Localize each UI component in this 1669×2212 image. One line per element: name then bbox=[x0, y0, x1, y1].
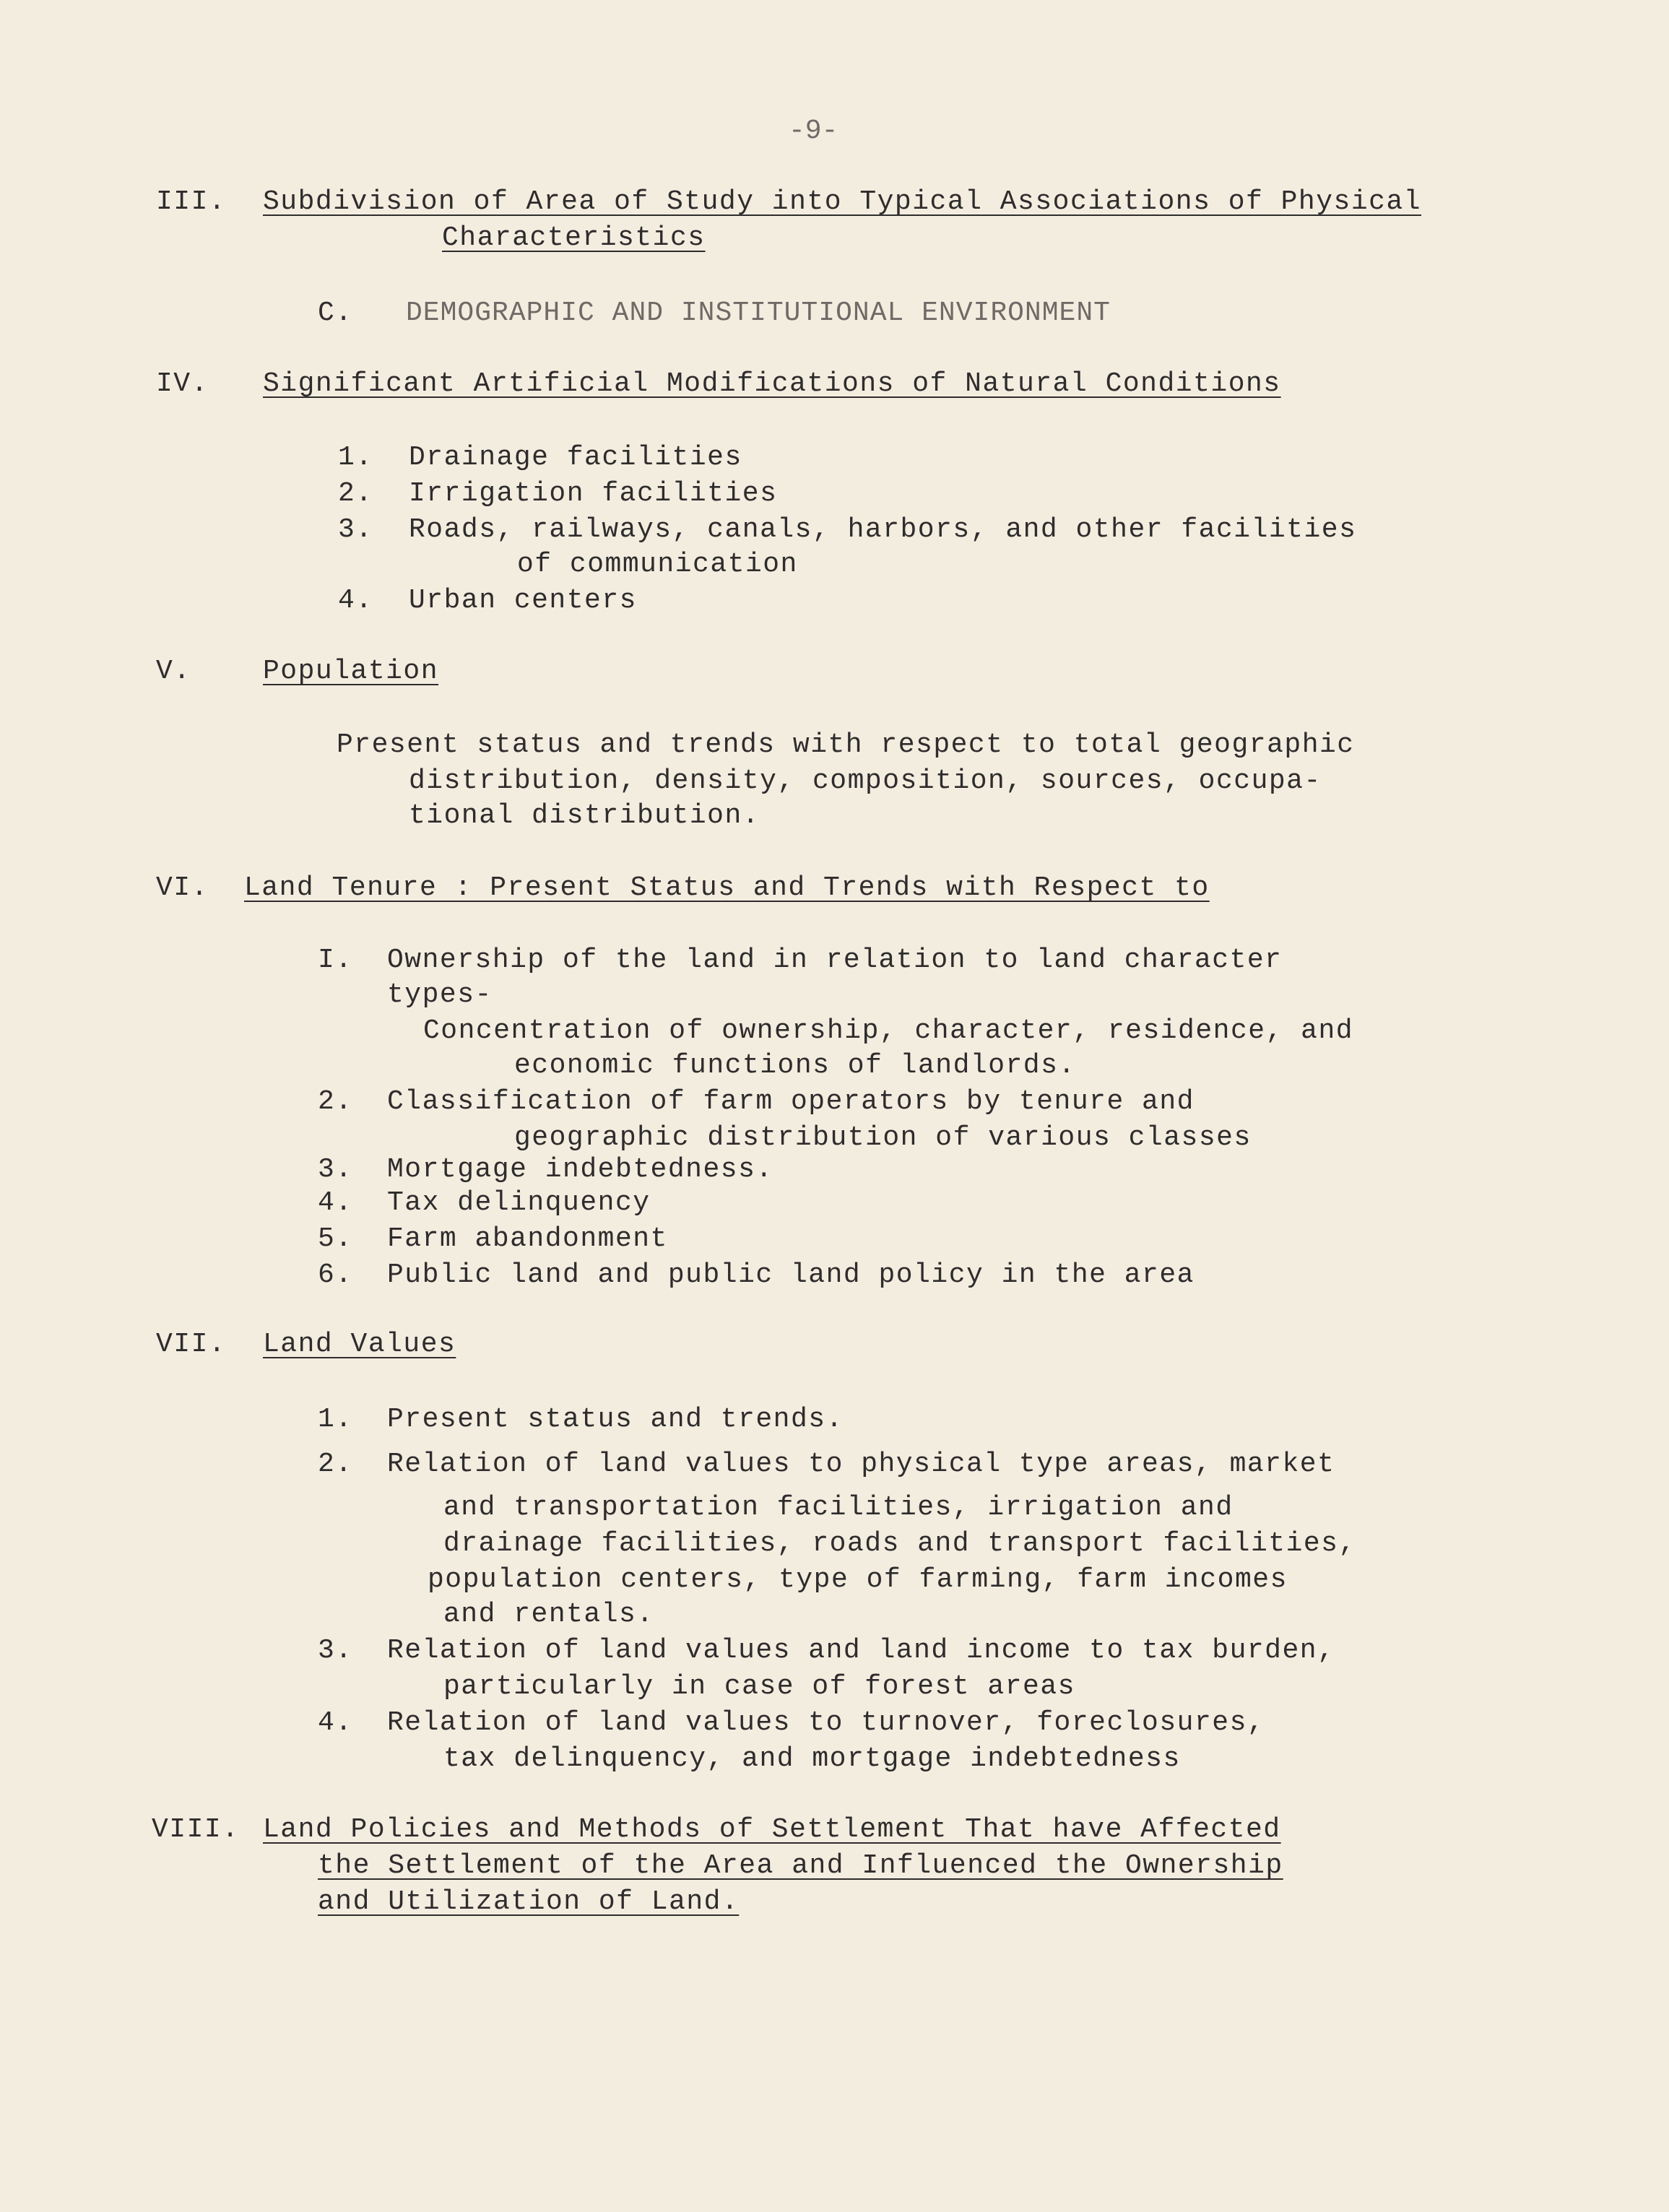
section-title-continued: the Settlement of the Area and Influenced the Ownership bbox=[318, 1850, 1283, 1881]
section-numeral: VIII. bbox=[152, 1814, 240, 1845]
section-title: Population bbox=[263, 656, 439, 687]
list-item-number: 6. bbox=[318, 1259, 353, 1291]
section-title: Land Values bbox=[263, 1329, 456, 1360]
list-item-text: Drainage facilities bbox=[409, 442, 742, 473]
list-item-text: Relation of land values to turnover, foreclosures, bbox=[387, 1707, 1265, 1738]
section-numeral: V. bbox=[156, 656, 191, 687]
subsection-heading: DEMOGRAPHIC AND INSTITUTIONAL ENVIRONMENT bbox=[406, 298, 1111, 329]
list-item-continuation: particularly in case of forest areas bbox=[443, 1671, 1075, 1702]
list-item-text: Public land and public land policy in the area bbox=[387, 1259, 1195, 1291]
list-item-number: 1. bbox=[318, 1404, 353, 1435]
list-item-continuation: and rentals. bbox=[443, 1599, 654, 1630]
list-item-text: Relation of land values to physical type areas, market bbox=[387, 1449, 1335, 1480]
list-item-number: 4. bbox=[338, 585, 373, 616]
section-numeral: VI. bbox=[156, 872, 209, 903]
list-item-text: Classification of farm operators by tenure and bbox=[387, 1086, 1195, 1117]
list-item-continuation: geographic distribution of various classes bbox=[514, 1122, 1252, 1153]
section-title: Land Tenure : Present Status and Trends with Respect to bbox=[244, 872, 1210, 903]
list-item-text: Irrigation facilities bbox=[409, 478, 778, 509]
list-item-continuation: population centers, type of farming, farm incomes bbox=[428, 1564, 1288, 1595]
list-item-continuation: of communication bbox=[517, 549, 798, 580]
list-item-continuation: drainage facilities, roads and transport facilities, bbox=[443, 1528, 1356, 1559]
section-title: Significant Artificial Modifications of Natural Conditions bbox=[263, 368, 1281, 399]
section-title: Land Policies and Methods of Settlement That have Affected bbox=[263, 1814, 1281, 1845]
list-item-continuation: and transportation facilities, irrigation and bbox=[443, 1492, 1234, 1523]
section-title-continued: and Utilization of Land. bbox=[318, 1886, 740, 1917]
list-item-text: Relation of land values and land income to tax burden, bbox=[387, 1635, 1335, 1666]
list-item-text: Farm abandonment bbox=[387, 1223, 668, 1254]
list-item-number: 3. bbox=[338, 514, 373, 545]
list-item-number: 4. bbox=[318, 1707, 353, 1738]
section-numeral: VII. bbox=[156, 1329, 227, 1360]
list-item-number: 2. bbox=[318, 1449, 353, 1480]
list-item-text: Mortgage indebtedness. bbox=[387, 1154, 773, 1185]
subsection-label: C. bbox=[318, 298, 353, 329]
list-item-text: Tax delinquency bbox=[387, 1187, 651, 1218]
list-item-text: Roads, railways, canals, harbors, and other facilities bbox=[409, 514, 1357, 545]
section-title-continued: Characteristics bbox=[442, 222, 706, 253]
paragraph-line: distribution, density, composition, sources, occupa- bbox=[409, 765, 1322, 797]
list-item-text: Present status and trends. bbox=[387, 1404, 844, 1435]
section-title: Subdivision of Area of Study into Typical Associations of Physical bbox=[263, 186, 1422, 217]
list-item-continuation: types- bbox=[387, 979, 493, 1010]
list-item-number: I. bbox=[318, 945, 353, 976]
section-numeral: III. bbox=[156, 186, 227, 217]
list-item-number: 2. bbox=[338, 478, 373, 509]
list-item-number: 3. bbox=[318, 1154, 353, 1185]
list-item-text: Ownership of the land in relation to land character bbox=[387, 945, 1283, 976]
list-item-continuation: Concentration of ownership, character, residence, and bbox=[423, 1015, 1354, 1046]
section-numeral: IV. bbox=[156, 368, 209, 399]
list-item-continuation: tax delinquency, and mortgage indebtedness bbox=[443, 1743, 1181, 1774]
paragraph-line: Present status and trends with respect to total geographic bbox=[337, 729, 1355, 760]
list-item-continuation: economic functions of landlords. bbox=[514, 1050, 1076, 1081]
page-number: -9- bbox=[789, 116, 838, 147]
paragraph-line: tional distribution. bbox=[409, 800, 760, 831]
list-item-number: 1. bbox=[338, 442, 373, 473]
list-item-number: 5. bbox=[318, 1223, 353, 1254]
list-item-number: 3. bbox=[318, 1635, 353, 1666]
list-item-text: Urban centers bbox=[409, 585, 637, 616]
list-item-number: 2. bbox=[318, 1086, 353, 1117]
list-item-number: 4. bbox=[318, 1187, 353, 1218]
